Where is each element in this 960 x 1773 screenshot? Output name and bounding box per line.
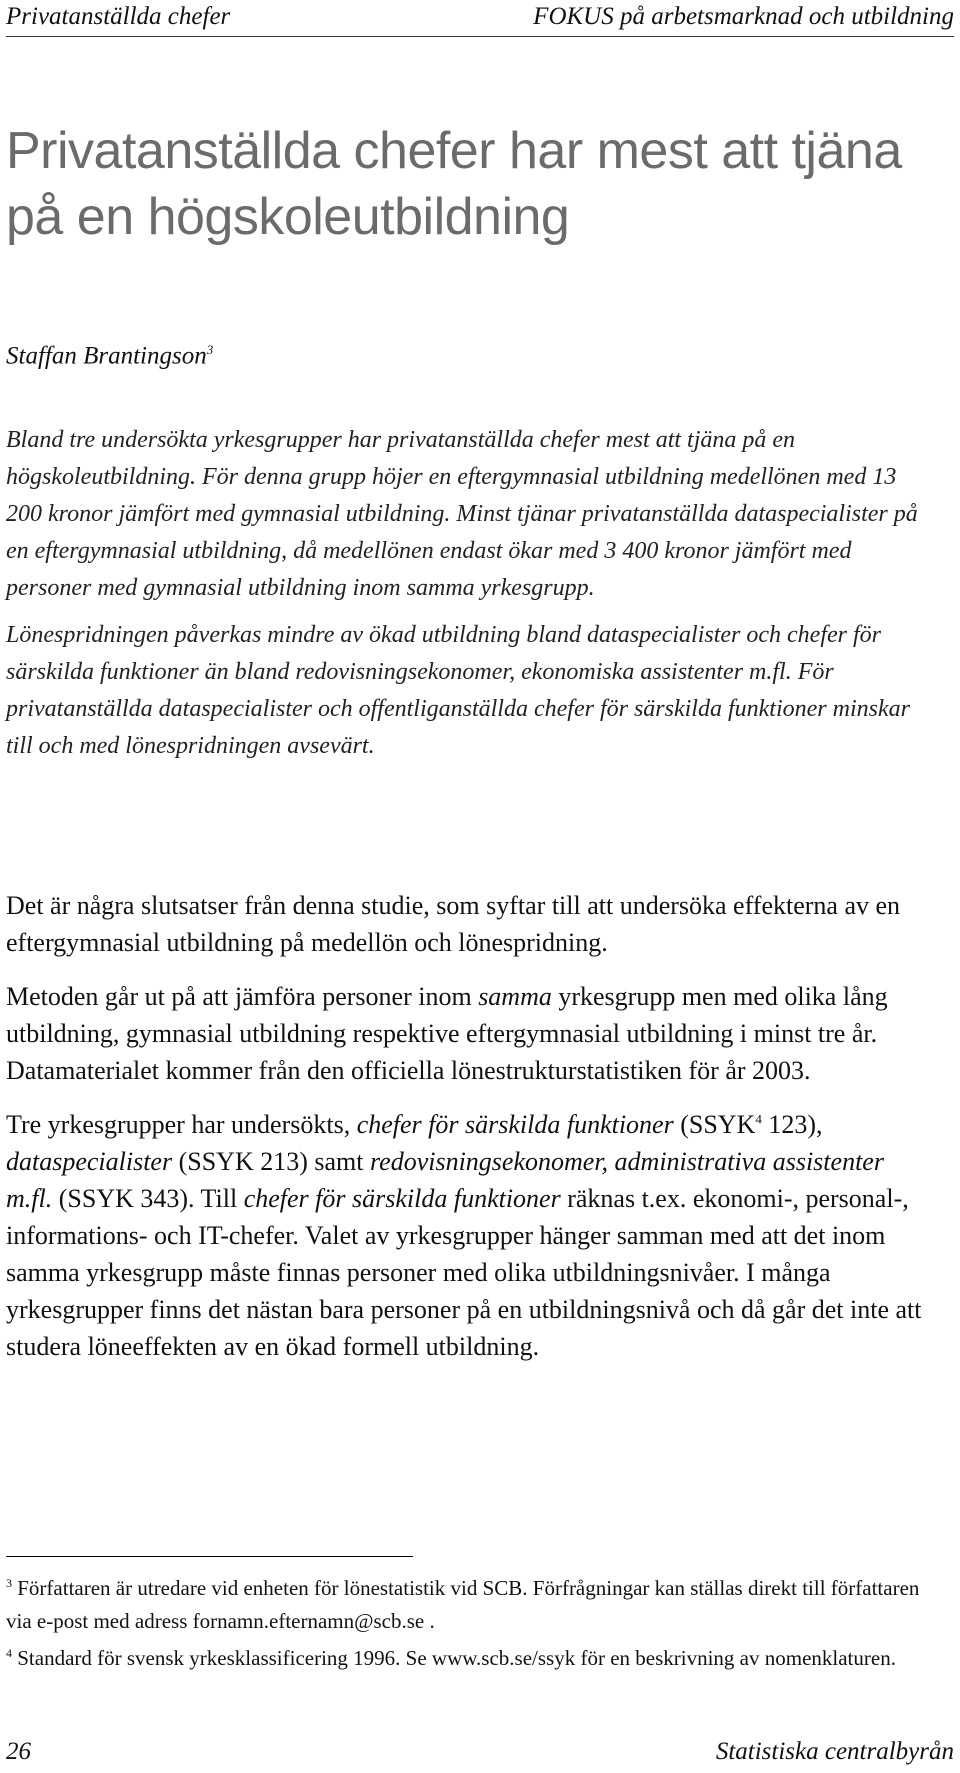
footnotes: [6, 1572, 924, 1679]
article-body: [6, 887, 924, 1382]
footnote-divider: [6, 1556, 413, 1557]
body-paragraph: Metoden går ut på att jämföra personer inom samma yrkesgrupp men med olika lång utbildning, gymnasial utbildning respektive eftergymnasial utbildning i minst tre år. Datamaterialet kommer från den officiella lönestrukturstatistiken för år 2003.: [6, 982, 888, 1085]
running-header: [6, 2, 954, 37]
body-paragraph: Tre yrkesgrupper har undersökts, chefer för särskilda funktioner (SSYK$^4$ 123), dataspecialister (SSYK 213) samt redovisningsekonomer, administrativa assistenter m.fl. (SSYK 343). Till chefer för särskilda funktioner räknas t.ex. ekonomi-, personal-, informations- och IT-chefer. Valet av yrkesgrupper hänger samman med att det inom samma yrkesgrupp måste finnas personer med olika utbildningsnivåer. I många yrkesgrupper finns det nästan bara personer på en utbildningsnivå och då går det inte att studera löneeffekten av en ökad formell utbildning.: [6, 1110, 922, 1361]
footnote: [6, 1642, 924, 1675]
footnote-text: Författaren är utredare vid enheten för lönestatistik vid SCB. Förfrågningar kan ställas direkt till författaren via e-post med adress fornamn.efternamn@scb.se .: [6, 1576, 920, 1633]
footnote-mark: 4: [6, 1646, 12, 1660]
header-section-title: Privatanställda chefer: [6, 3, 231, 30]
footnote: [6, 1572, 924, 1638]
author-footnote-mark: 3: [206, 342, 214, 357]
page-number: 26: [6, 1738, 31, 1765]
article-title: Privatanställda chefer har mest att tjäna på en högskoleutbildning: [6, 122, 902, 246]
footnote-mark: 3: [6, 1576, 12, 1590]
footnote-text: Standard för svensk yrkesklassificering 1996. Se www.scb.se/ssyk för en beskrivning av nomenklaturen.: [17, 1646, 896, 1670]
abstract-paragraph: Lönespridningen påverkas mindre av ökad utbildning bland dataspecialister och chefer för särskilda funktioner än bland redovisningsekonomer, ekonomiska assistenter m.fl. För privatanställda dataspecialister och offentliganställda chefer för särskilda funktioner minskar till och med lönespridningen avsevärt.: [6, 622, 910, 759]
abstract-paragraph: Bland tre undersökta yrkesgrupper har privatanställda chefer mest att tjäna på en högskoleutbildning. För denna grupp höjer en eftergymnasial utbildning medellönen med 13 200 kronor jämfört med gymnasial utbildning. Minst tjänar privatanställda dataspecialister på en eftergymnasial utbildning, då medellönen endast ökar med 3 400 kronor jämfört med personer med gymnasial utbildning inom samma yrkesgrupp.: [6, 427, 918, 601]
abstract: [6, 422, 924, 775]
body-paragraph: Det är några slutsatser från denna studie, som syftar till att undersöka effekterna av en eftergymnasial utbildning på medellön och lönespridning.: [6, 891, 901, 957]
publisher-name: Statistiska centralbyrån: [715, 1738, 954, 1765]
page-footer: [6, 1737, 954, 1767]
author-name: Staffan Brantingson: [6, 342, 207, 370]
header-publication-title: FOKUS på arbetsmarknad och utbildning: [533, 3, 954, 30]
author-line: [6, 335, 213, 371]
footnote-ref: 4: [755, 1111, 762, 1127]
